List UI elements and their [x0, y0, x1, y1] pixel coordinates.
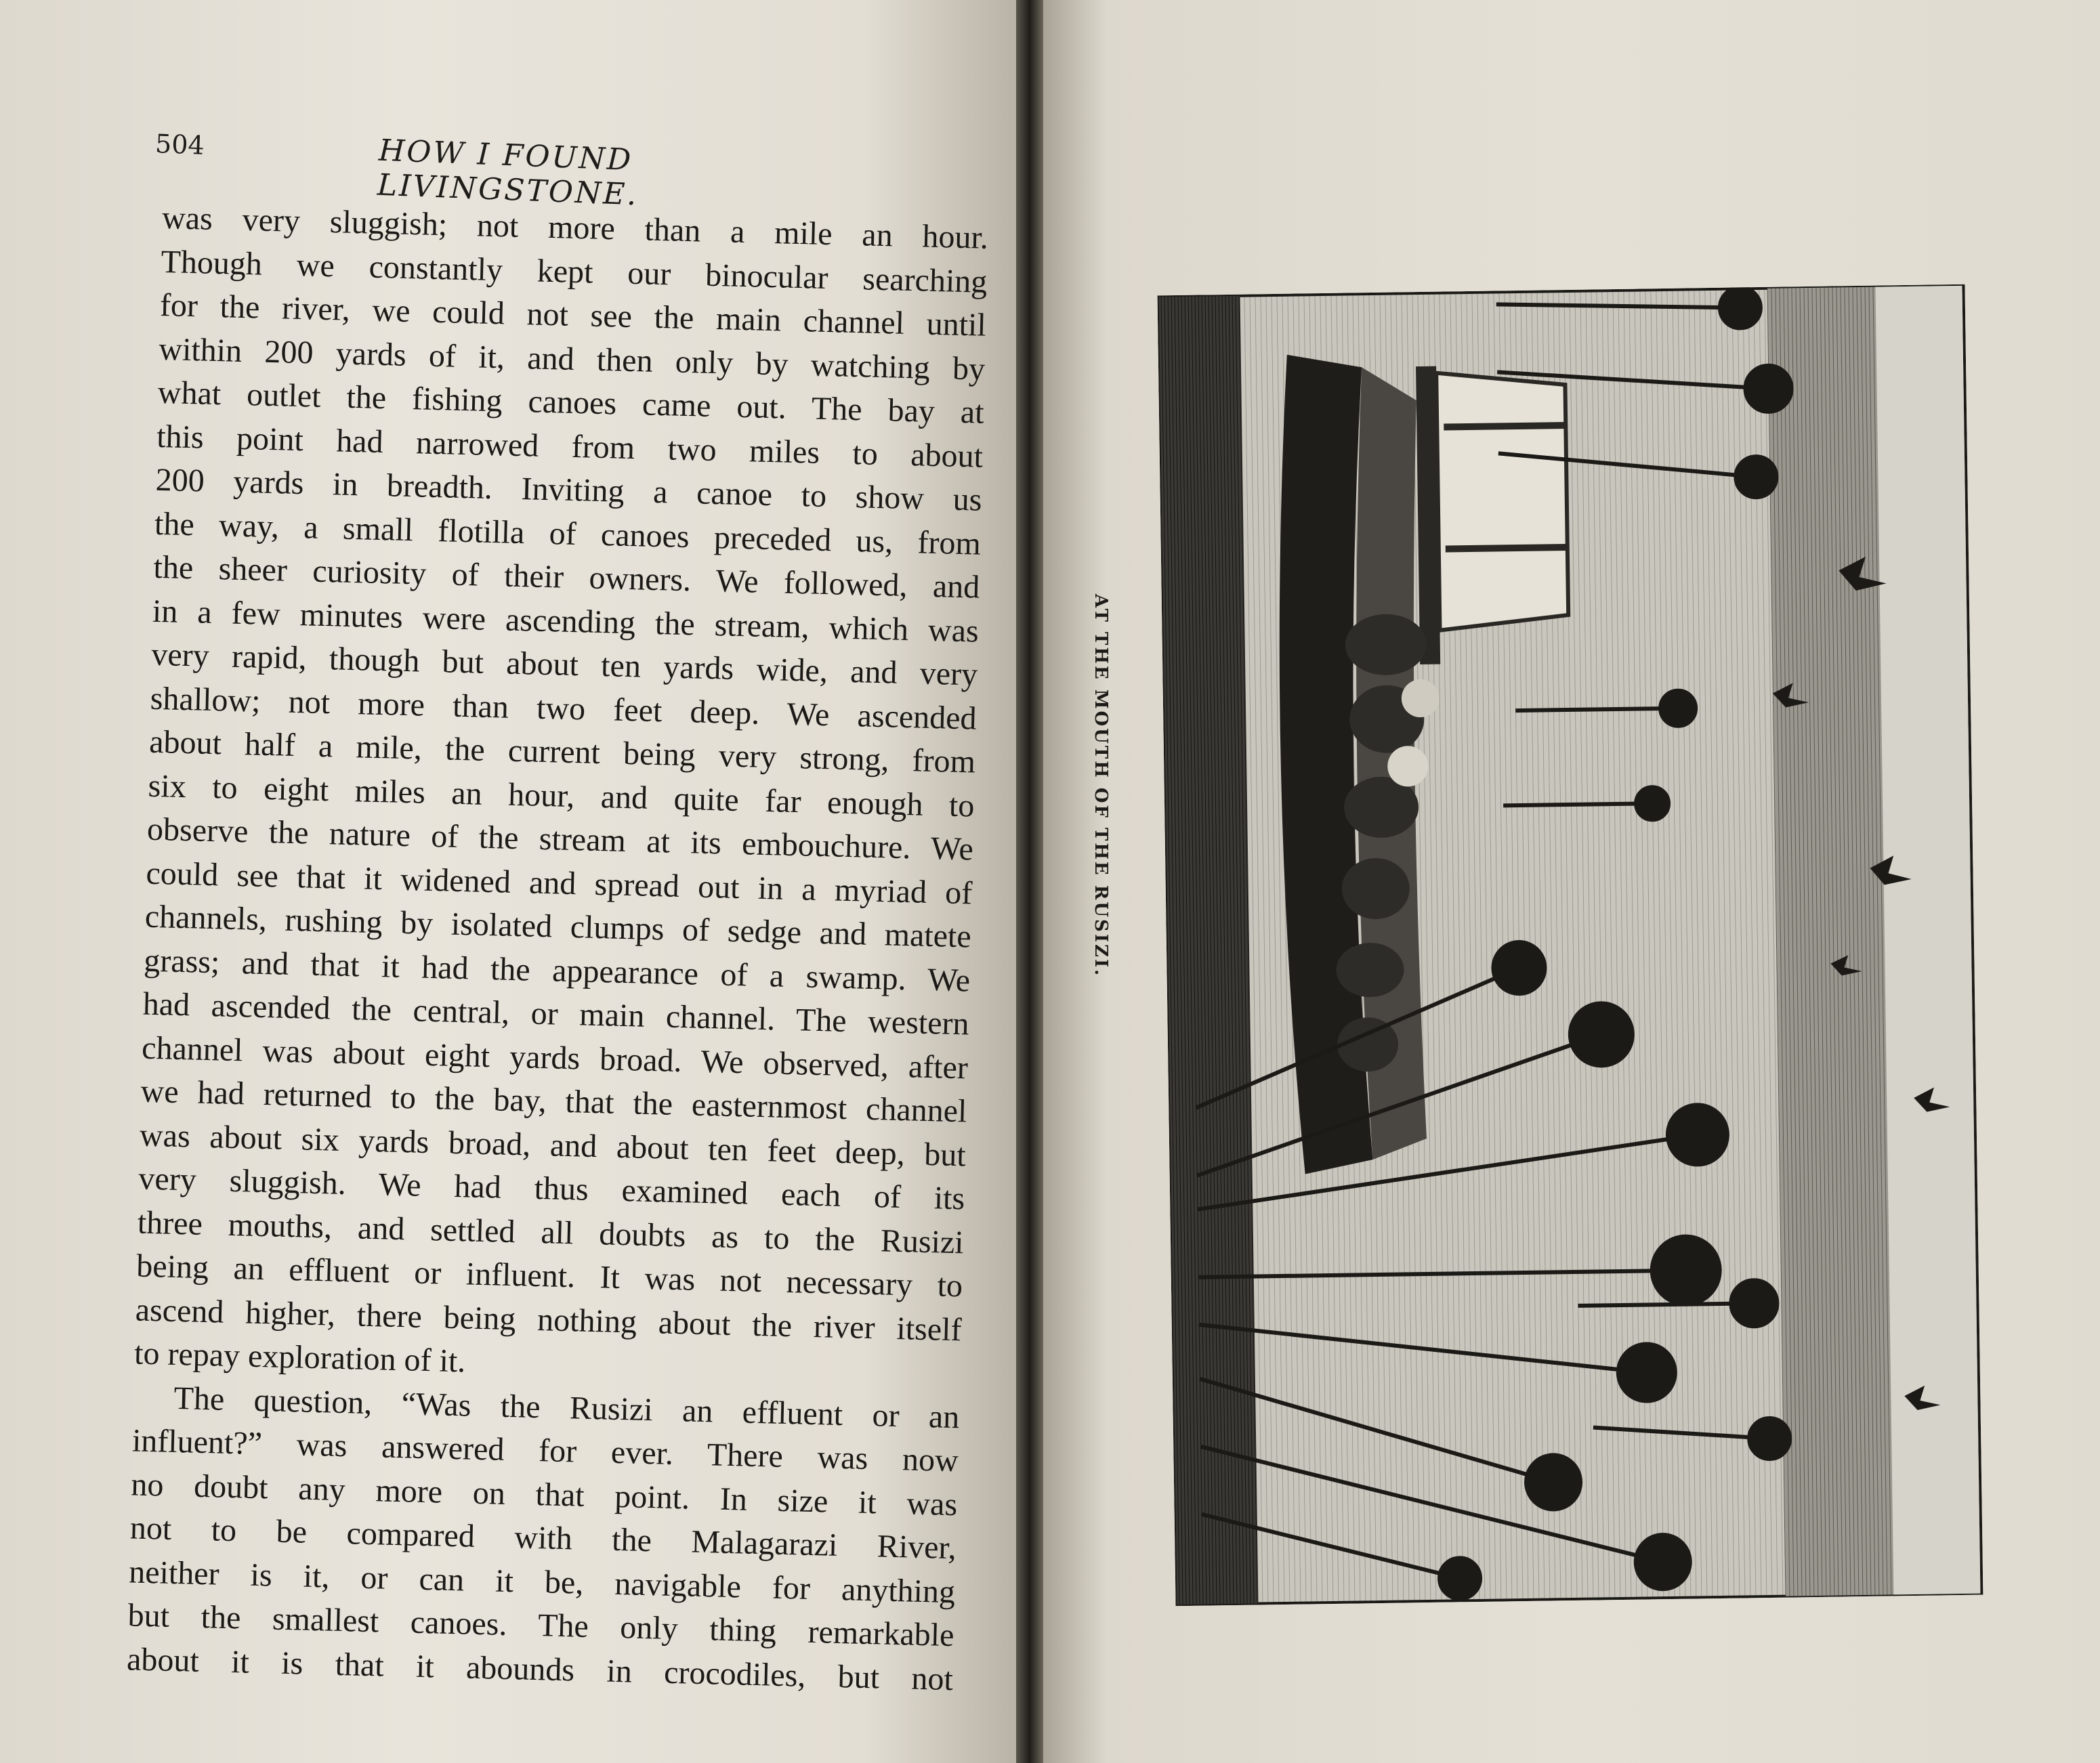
- text-line: in a few minutes were ascending the stream, which was: [152, 593, 980, 650]
- text-line: what outlet the fishing canoes came out. The bay at: [157, 374, 985, 431]
- text-line: ascend higher, there being nothing about the river itself: [135, 1292, 963, 1348]
- text-line: was very sluggish; not more than a mile an hour.: [161, 199, 989, 256]
- engraving-awning: [1436, 371, 1568, 631]
- text-line: channels, rushing by isolated clumps of sedge and matete: [144, 898, 972, 955]
- page-number: 504: [154, 129, 205, 161]
- running-head: [154, 129, 866, 213]
- text-line: channel was about eight yards broad. We observed, after: [141, 1029, 969, 1086]
- text-line: very sluggish. We had thus examined each of its: [138, 1160, 965, 1217]
- text-line: The question, “Was the Rusizi an effluent or an: [173, 1380, 960, 1435]
- illustration-engraving: [1158, 284, 1983, 1606]
- text-line: could see that it widened and spread out in a myriad of: [145, 855, 973, 912]
- text-line: 200 yards in breadth. Inviting a canoe to show us: [155, 461, 983, 518]
- text-line: shallow; not more than two feet deep. We ascended: [150, 680, 978, 737]
- text-line: the sheer curiosity of their owners. We followed, and: [152, 549, 980, 606]
- engraving-horizon: [1875, 286, 1980, 1595]
- body-text: [126, 196, 989, 1701]
- text-line: influent?” was answered for ever. There was now: [131, 1422, 959, 1479]
- text-line: about it is that it abounds in crocodiles, but not: [126, 1640, 954, 1697]
- text-line: six to eight miles an hour, and quite far enough to: [148, 767, 975, 824]
- text-line: grass; and that it had the appearance of a swamp. We: [143, 942, 971, 998]
- text-line: to repay exploration of it.: [133, 1335, 466, 1380]
- text-line: the way, a small flotilla of canoes preceded us, from: [154, 505, 982, 562]
- text-line: Though we constantly kept our binocular searching: [161, 243, 988, 300]
- text-line: not to be compared with the Malagarazi River,: [129, 1510, 957, 1567]
- text-line: this point had narrowed from two miles to about: [156, 418, 984, 475]
- book-gutter: [1016, 0, 1043, 1763]
- text-line: observe the nature of the stream at its embouchure. We: [146, 811, 974, 868]
- text-line: three mouths, and settled all doubts as to the Rusizi: [137, 1204, 965, 1260]
- text-line: was about six yards broad, and about ten feet deep, but: [139, 1117, 967, 1173]
- text-line: within 200 yards of it, and then only by watching by: [158, 331, 986, 387]
- text-line: neither is it, or can it be, navigable for anything: [128, 1553, 956, 1610]
- text-line: very rapid, though but about ten yards wide, and very: [150, 636, 978, 693]
- text-line: had ascended the central, or main channel. The western: [142, 985, 970, 1042]
- text-line: but the smallest canoes. The only thing remarkable: [127, 1597, 955, 1654]
- text-line: for the river, we could not see the main channel until: [159, 286, 987, 343]
- text-line: being an effluent or influent. It was not necessary to: [135, 1248, 963, 1304]
- text-line: no doubt any more on that point. In size it was: [130, 1466, 958, 1523]
- left-page: [0, 0, 1016, 1763]
- illustration-caption: AT THE MOUTH OF THE RUSIZI.: [1091, 593, 1111, 978]
- text-line: we had returned to the bay, that the easternmost channel: [140, 1073, 967, 1130]
- running-title: HOW I FOUND LIVINGSTONE.: [377, 133, 639, 213]
- text-line: about half a mile, the current being very strong, from: [148, 723, 976, 780]
